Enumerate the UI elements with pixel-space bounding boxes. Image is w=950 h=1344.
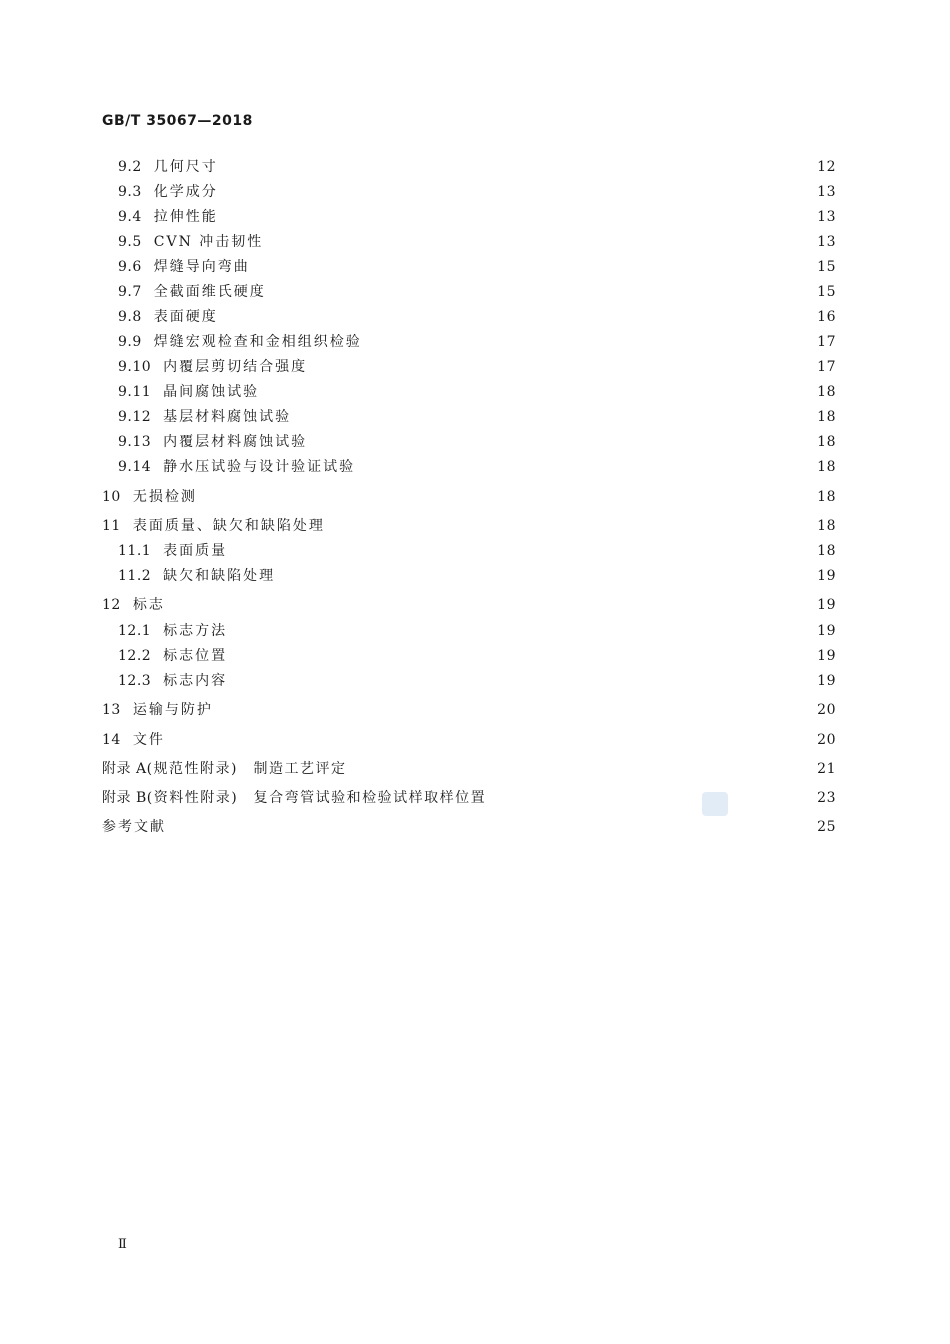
toc-page: 23 xyxy=(817,790,836,806)
toc-entry-13[interactable] xyxy=(102,700,836,720)
toc-number: 9.2 xyxy=(118,159,142,175)
toc-title: 标志位置 xyxy=(163,648,228,664)
toc-title: 内覆层剪切结合强度 xyxy=(163,359,308,375)
toc-entry-references[interactable] xyxy=(102,817,836,837)
dot-leader xyxy=(361,457,809,477)
dot-leader xyxy=(233,541,809,561)
toc-entry-9-13[interactable] xyxy=(118,432,836,452)
toc-entry-11-2[interactable] xyxy=(118,566,836,586)
toc-entry-9-5[interactable] xyxy=(118,232,836,252)
toc-number: 14 xyxy=(102,732,121,748)
toc-number: 9.11 xyxy=(118,384,152,400)
dot-leader xyxy=(368,332,809,352)
toc-entry-12-1[interactable] xyxy=(118,621,836,641)
dot-leader xyxy=(272,282,809,302)
toc-entry-12-2[interactable] xyxy=(118,646,836,666)
toc-number: 9.5 xyxy=(118,234,142,250)
toc-page: 17 xyxy=(817,334,836,350)
toc-title: CVN 冲击韧性 xyxy=(153,234,264,250)
toc-page: 19 xyxy=(817,597,836,613)
toc-title: 拉伸性能 xyxy=(153,209,218,225)
toc-title: 无损检测 xyxy=(132,489,197,505)
toc-number: 12.3 xyxy=(118,673,152,689)
toc-page: 19 xyxy=(817,568,836,584)
toc-page: 18 xyxy=(817,409,836,425)
toc-number: 9.13 xyxy=(118,434,152,450)
dot-leader xyxy=(233,646,809,666)
toc-number: 9.9 xyxy=(118,334,142,350)
toc-number: 9.12 xyxy=(118,409,152,425)
toc-title: (资料性附录) 复合弯管试验和检验试样取样位置 xyxy=(146,790,487,806)
toc-number: 附录 A xyxy=(102,761,147,777)
toc-entry-11-1[interactable] xyxy=(118,541,836,561)
dot-leader xyxy=(224,182,809,202)
dot-leader xyxy=(233,671,809,691)
toc-number: 9.3 xyxy=(118,184,142,200)
toc-entry-11[interactable] xyxy=(102,516,836,536)
dot-leader xyxy=(224,157,809,177)
toc-number: 9.8 xyxy=(118,309,142,325)
toc-entry-9-14[interactable] xyxy=(118,457,836,477)
toc-entry-10[interactable] xyxy=(102,487,836,507)
toc-entry-14[interactable] xyxy=(102,730,836,750)
toc-title: 标志方法 xyxy=(163,623,228,639)
toc-title: 焊缝导向弯曲 xyxy=(153,259,250,275)
toc-page: 19 xyxy=(817,673,836,689)
toc-entry-12[interactable] xyxy=(102,595,836,615)
dot-leader xyxy=(269,232,809,252)
dot-leader xyxy=(265,382,809,402)
toc-number: 9.7 xyxy=(118,284,142,300)
dot-leader xyxy=(331,516,809,536)
toc-entry-9-4[interactable] xyxy=(118,207,836,227)
toc-title: 基层材料腐蚀试验 xyxy=(163,409,292,425)
toc-title: 文件 xyxy=(132,732,165,748)
toc-entry-9-2[interactable] xyxy=(118,157,836,177)
page-number: Ⅱ xyxy=(118,1237,127,1252)
toc-page: 20 xyxy=(817,702,836,718)
dot-leader xyxy=(297,407,809,427)
toc-page: 13 xyxy=(817,184,836,200)
toc-number: 11.2 xyxy=(118,568,152,584)
toc-number: 9.10 xyxy=(118,359,152,375)
toc-page: 20 xyxy=(817,732,836,748)
dot-leader xyxy=(171,730,809,750)
toc-page: 15 xyxy=(817,284,836,300)
toc-page: 19 xyxy=(817,623,836,639)
toc-number: 11 xyxy=(102,518,121,534)
toc-page: 15 xyxy=(817,259,836,275)
toc-page: 18 xyxy=(817,434,836,450)
dot-leader xyxy=(224,207,809,227)
toc-number: 13 xyxy=(102,702,121,718)
toc-title: 几何尺寸 xyxy=(153,159,218,175)
toc-number: 10 xyxy=(102,489,121,505)
toc-number: 12.2 xyxy=(118,648,152,664)
toc-entry-9-9[interactable] xyxy=(118,332,836,352)
toc-page: 17 xyxy=(817,359,836,375)
toc-number: 9.4 xyxy=(118,209,142,225)
toc-entry-9-8[interactable] xyxy=(118,307,836,327)
toc-title: 表面硬度 xyxy=(153,309,218,325)
toc-page: 25 xyxy=(817,819,836,835)
dot-leader xyxy=(219,700,809,720)
dot-leader xyxy=(353,759,810,779)
dot-leader xyxy=(256,257,809,277)
dot-leader xyxy=(171,595,809,615)
dot-leader xyxy=(203,487,809,507)
dot-leader xyxy=(313,432,809,452)
toc-page: 18 xyxy=(817,543,836,559)
toc-number: 12 xyxy=(102,597,121,613)
toc-page: 13 xyxy=(817,234,836,250)
toc-number: 9.6 xyxy=(118,259,142,275)
toc-title: 缺欠和缺陷处理 xyxy=(163,568,276,584)
dot-leader xyxy=(233,621,809,641)
dot-leader xyxy=(281,566,809,586)
toc-title: 晶间腐蚀试验 xyxy=(163,384,260,400)
toc-entry-9-3[interactable] xyxy=(118,182,836,202)
toc-title: 表面质量、缺欠和缺陷处理 xyxy=(132,518,325,534)
toc-entry-9-10[interactable] xyxy=(118,357,836,377)
toc-page: 18 xyxy=(817,459,836,475)
dot-leader xyxy=(492,788,809,808)
toc-title: 焊缝宏观检查和金相组织检验 xyxy=(153,334,362,350)
toc-page: 18 xyxy=(817,384,836,400)
toc-page: 16 xyxy=(817,309,836,325)
toc-page: 12 xyxy=(817,159,836,175)
standard-code: GB/T 35067—2018 xyxy=(102,113,253,129)
toc-page: 19 xyxy=(817,648,836,664)
toc-entry-9-11[interactable] xyxy=(118,382,836,402)
toc-page: 21 xyxy=(817,761,836,777)
toc-page: 13 xyxy=(817,209,836,225)
toc-number: 11.1 xyxy=(118,543,152,559)
dot-leader xyxy=(172,817,809,837)
toc-number: 附录 B xyxy=(102,790,147,806)
dot-leader xyxy=(313,357,809,377)
toc-number: 9.14 xyxy=(118,459,152,475)
dot-leader xyxy=(224,307,809,327)
toc-title: 全截面维氏硬度 xyxy=(153,284,266,300)
toc-number: 12.1 xyxy=(118,623,152,639)
toc-entry-9-12[interactable] xyxy=(118,407,836,427)
toc-title: 参考文献 xyxy=(102,819,166,835)
toc-entry-9-6[interactable] xyxy=(118,257,836,277)
toc-page: 18 xyxy=(817,518,836,534)
toc-title: (规范性附录) 制造工艺评定 xyxy=(146,761,347,777)
toc-title: 化学成分 xyxy=(153,184,218,200)
toc-page: 18 xyxy=(817,489,836,505)
toc-entry-9-7[interactable] xyxy=(118,282,836,302)
toc-title: 表面质量 xyxy=(163,543,228,559)
toc-title: 静水压试验与设计验证试验 xyxy=(163,459,356,475)
toc-entry-appendix-a[interactable] xyxy=(102,759,836,779)
watermark-stamp-icon xyxy=(702,792,728,816)
toc-entry-12-3[interactable] xyxy=(118,671,836,691)
toc-title: 内覆层材料腐蚀试验 xyxy=(163,434,308,450)
toc-title: 标志 xyxy=(132,597,165,613)
toc-title: 标志内容 xyxy=(163,673,228,689)
toc-title: 运输与防护 xyxy=(132,702,213,718)
